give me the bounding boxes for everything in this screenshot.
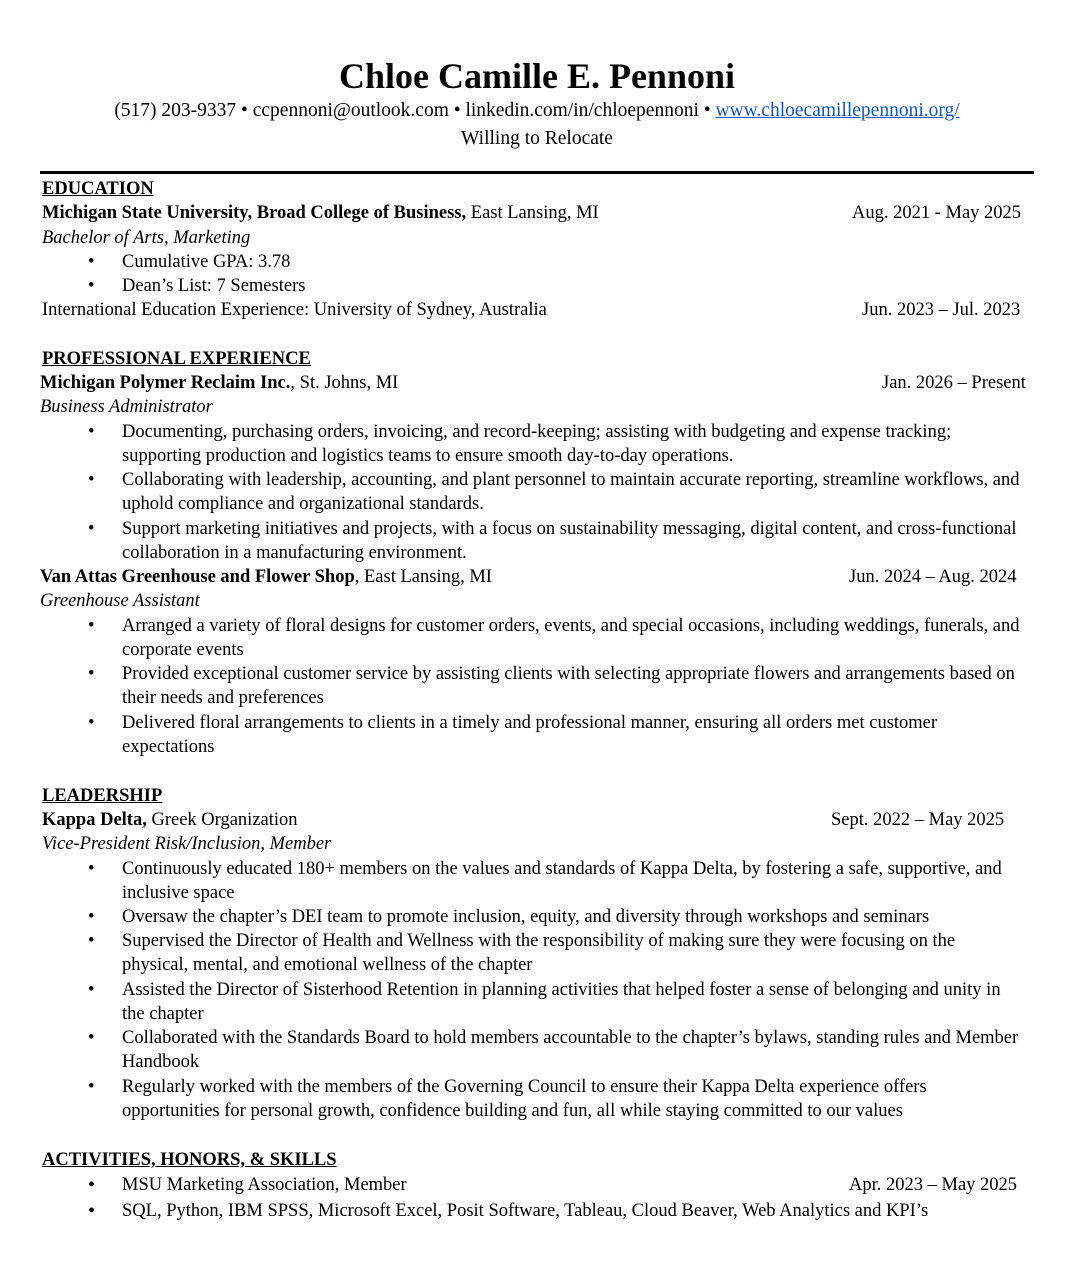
job-bullet: Documenting, purchasing orders, invoicing, and record-keeping; assisting with budgeting and expense tracking; supporting production and logistics teams to ensure smooth day-to-day operations. [122, 422, 952, 467]
education-heading: EDUCATION [42, 179, 154, 199]
job-org: Michigan Polymer Reclaim Inc. [40, 373, 291, 393]
bullet-glyph: • [88, 252, 95, 272]
resume-name: Chloe Camille E. Pennoni [338, 56, 736, 96]
linkedin: linkedin.com/in/chloepennoni [465, 100, 699, 121]
leadership-heading: LEADERSHIP [42, 786, 163, 806]
intl-dates: Jun. 2023 – Jul. 2023 [862, 300, 1021, 320]
relocate-note: Willing to Relocate [461, 128, 613, 149]
bullet-glyph: • [88, 859, 95, 879]
bullet-glyph: • [88, 931, 95, 951]
education-bullet: Dean’s List: 7 Semesters [122, 276, 306, 296]
bullet-glyph: • [88, 907, 95, 927]
job-bullet: Support marketing initiatives and projects, with a focus on sustainability messaging, digital content, and cross-functional collaboration in a manufacturing environment. [122, 519, 1017, 564]
job-location: , East Lansing, MI [354, 567, 492, 587]
leadership-bullet: Assisted the Director of Sisterhood Retention in planning activities that helped foster a sense of belonging and unity in the chapter [122, 980, 1001, 1025]
leadership-title: Vice-President Risk/Inclusion, Member [42, 834, 332, 854]
contact-line [0, 99, 1074, 123]
bullet-glyph: • [88, 1028, 95, 1048]
education-bullet: Cumulative GPA: 3.78 [122, 252, 291, 272]
job-dates: Jun. 2024 – Aug. 2024 [849, 567, 1017, 587]
leadership-bullet: Regularly worked with the members of the Governing Council to ensure their Kappa Delta experience offers opportunities for personal growth, confidence building and fun, all while staying committed to our values [122, 1077, 927, 1122]
bullet-glyph: • [88, 713, 95, 733]
school-location: East Lansing, MI [466, 203, 599, 223]
job-location: , St. Johns, MI [290, 373, 399, 393]
phone: (517) 203-9337 [114, 100, 237, 121]
intl-education: International Education Experience: University of Sydney, Australia [42, 300, 547, 320]
bullet-glyph: • [88, 519, 95, 539]
leadership-bullet: Oversaw the chapter’s DEI team to promote inclusion, equity, and diversity through workshops and seminars [122, 907, 930, 927]
leadership-dates: Sept. 2022 – May 2025 [831, 810, 1005, 830]
bullet-glyph: • [88, 1200, 96, 1222]
job-bullet: Arranged a variety of floral designs for customer orders, events, and special occasions, including weddings, funerals, and corporate events [122, 616, 1020, 661]
education-school-line [42, 201, 599, 225]
email: ccpennoni@outlook.com [252, 100, 449, 121]
bullet-glyph: • [88, 1174, 96, 1196]
job-dates: Jan. 2026 – Present [882, 373, 1026, 393]
activity-dates: Apr. 2023 – May 2025 [849, 1175, 1018, 1195]
education-dates: Aug. 2021 - May 2025 [852, 203, 1022, 223]
bullet-glyph: • [88, 470, 95, 490]
activities-heading: ACTIVITIES, HONORS, & SKILLS [42, 1150, 337, 1170]
school-name: Michigan State University, Broad College of Business, [42, 203, 467, 223]
job-org: Van Attas Greenhouse and Flower Shop [40, 567, 355, 587]
job-bullet: Provided exceptional customer service by assisting clients with selecting appropriate flowers and arrangements based on their needs and preferences [122, 664, 1015, 709]
job-title: Greenhouse Assistant [40, 591, 200, 611]
bullet-glyph: • [88, 980, 95, 1000]
bullet-glyph: • [88, 276, 95, 296]
experience-heading: PROFESSIONAL EXPERIENCE [42, 349, 311, 369]
job-title: Business Administrator [40, 397, 213, 417]
leadership-bullet: Continuously educated 180+ members on the values and standards of Kappa Delta, by fostering a safe, supportive, and inclusive space [122, 859, 1002, 904]
separator: • [698, 100, 716, 121]
bullet-glyph: • [88, 664, 95, 684]
leadership-org: Kappa Delta, [42, 810, 147, 830]
separator: • [236, 100, 253, 121]
leadership-bullet: Collaborated with the Standards Board to hold members accountable to the chapter’s bylaws, standing rules and Member Handbook [122, 1028, 1019, 1073]
bullet-glyph: • [88, 422, 95, 442]
skills-item: SQL, Python, IBM SPSS, Microsoft Excel, Posit Software, Tableau, Cloud Beaver, Web Analytics and KPI’s [122, 1201, 929, 1221]
job-org-line [40, 565, 492, 589]
leadership-type: Greek Organization [146, 810, 298, 830]
activity-item: MSU Marketing Association, Member [122, 1175, 407, 1195]
website-link[interactable]: www.chloecamillepennoni.org/ [715, 100, 960, 121]
bullet-glyph: • [88, 1077, 95, 1097]
separator: • [448, 100, 466, 121]
leadership-bullet: Supervised the Director of Health and Wellness with the responsibility of making sure they were focusing on the physical, mental, and emotional wellness of the chapter [122, 931, 956, 976]
bullet-glyph: • [88, 616, 95, 636]
job-bullet: Collaborating with leadership, accounting, and plant personnel to maintain accurate reporting, streamline workflows, and uphold compliance and organizational standards. [122, 470, 1020, 515]
header-divider [40, 171, 1034, 174]
leadership-org-line [42, 808, 298, 832]
job-bullet: Delivered floral arrangements to clients in a timely and professional manner, ensuring all orders met customer expectations [122, 713, 938, 758]
job-org-line [40, 371, 398, 395]
degree: Bachelor of Arts, Marketing [42, 228, 251, 248]
